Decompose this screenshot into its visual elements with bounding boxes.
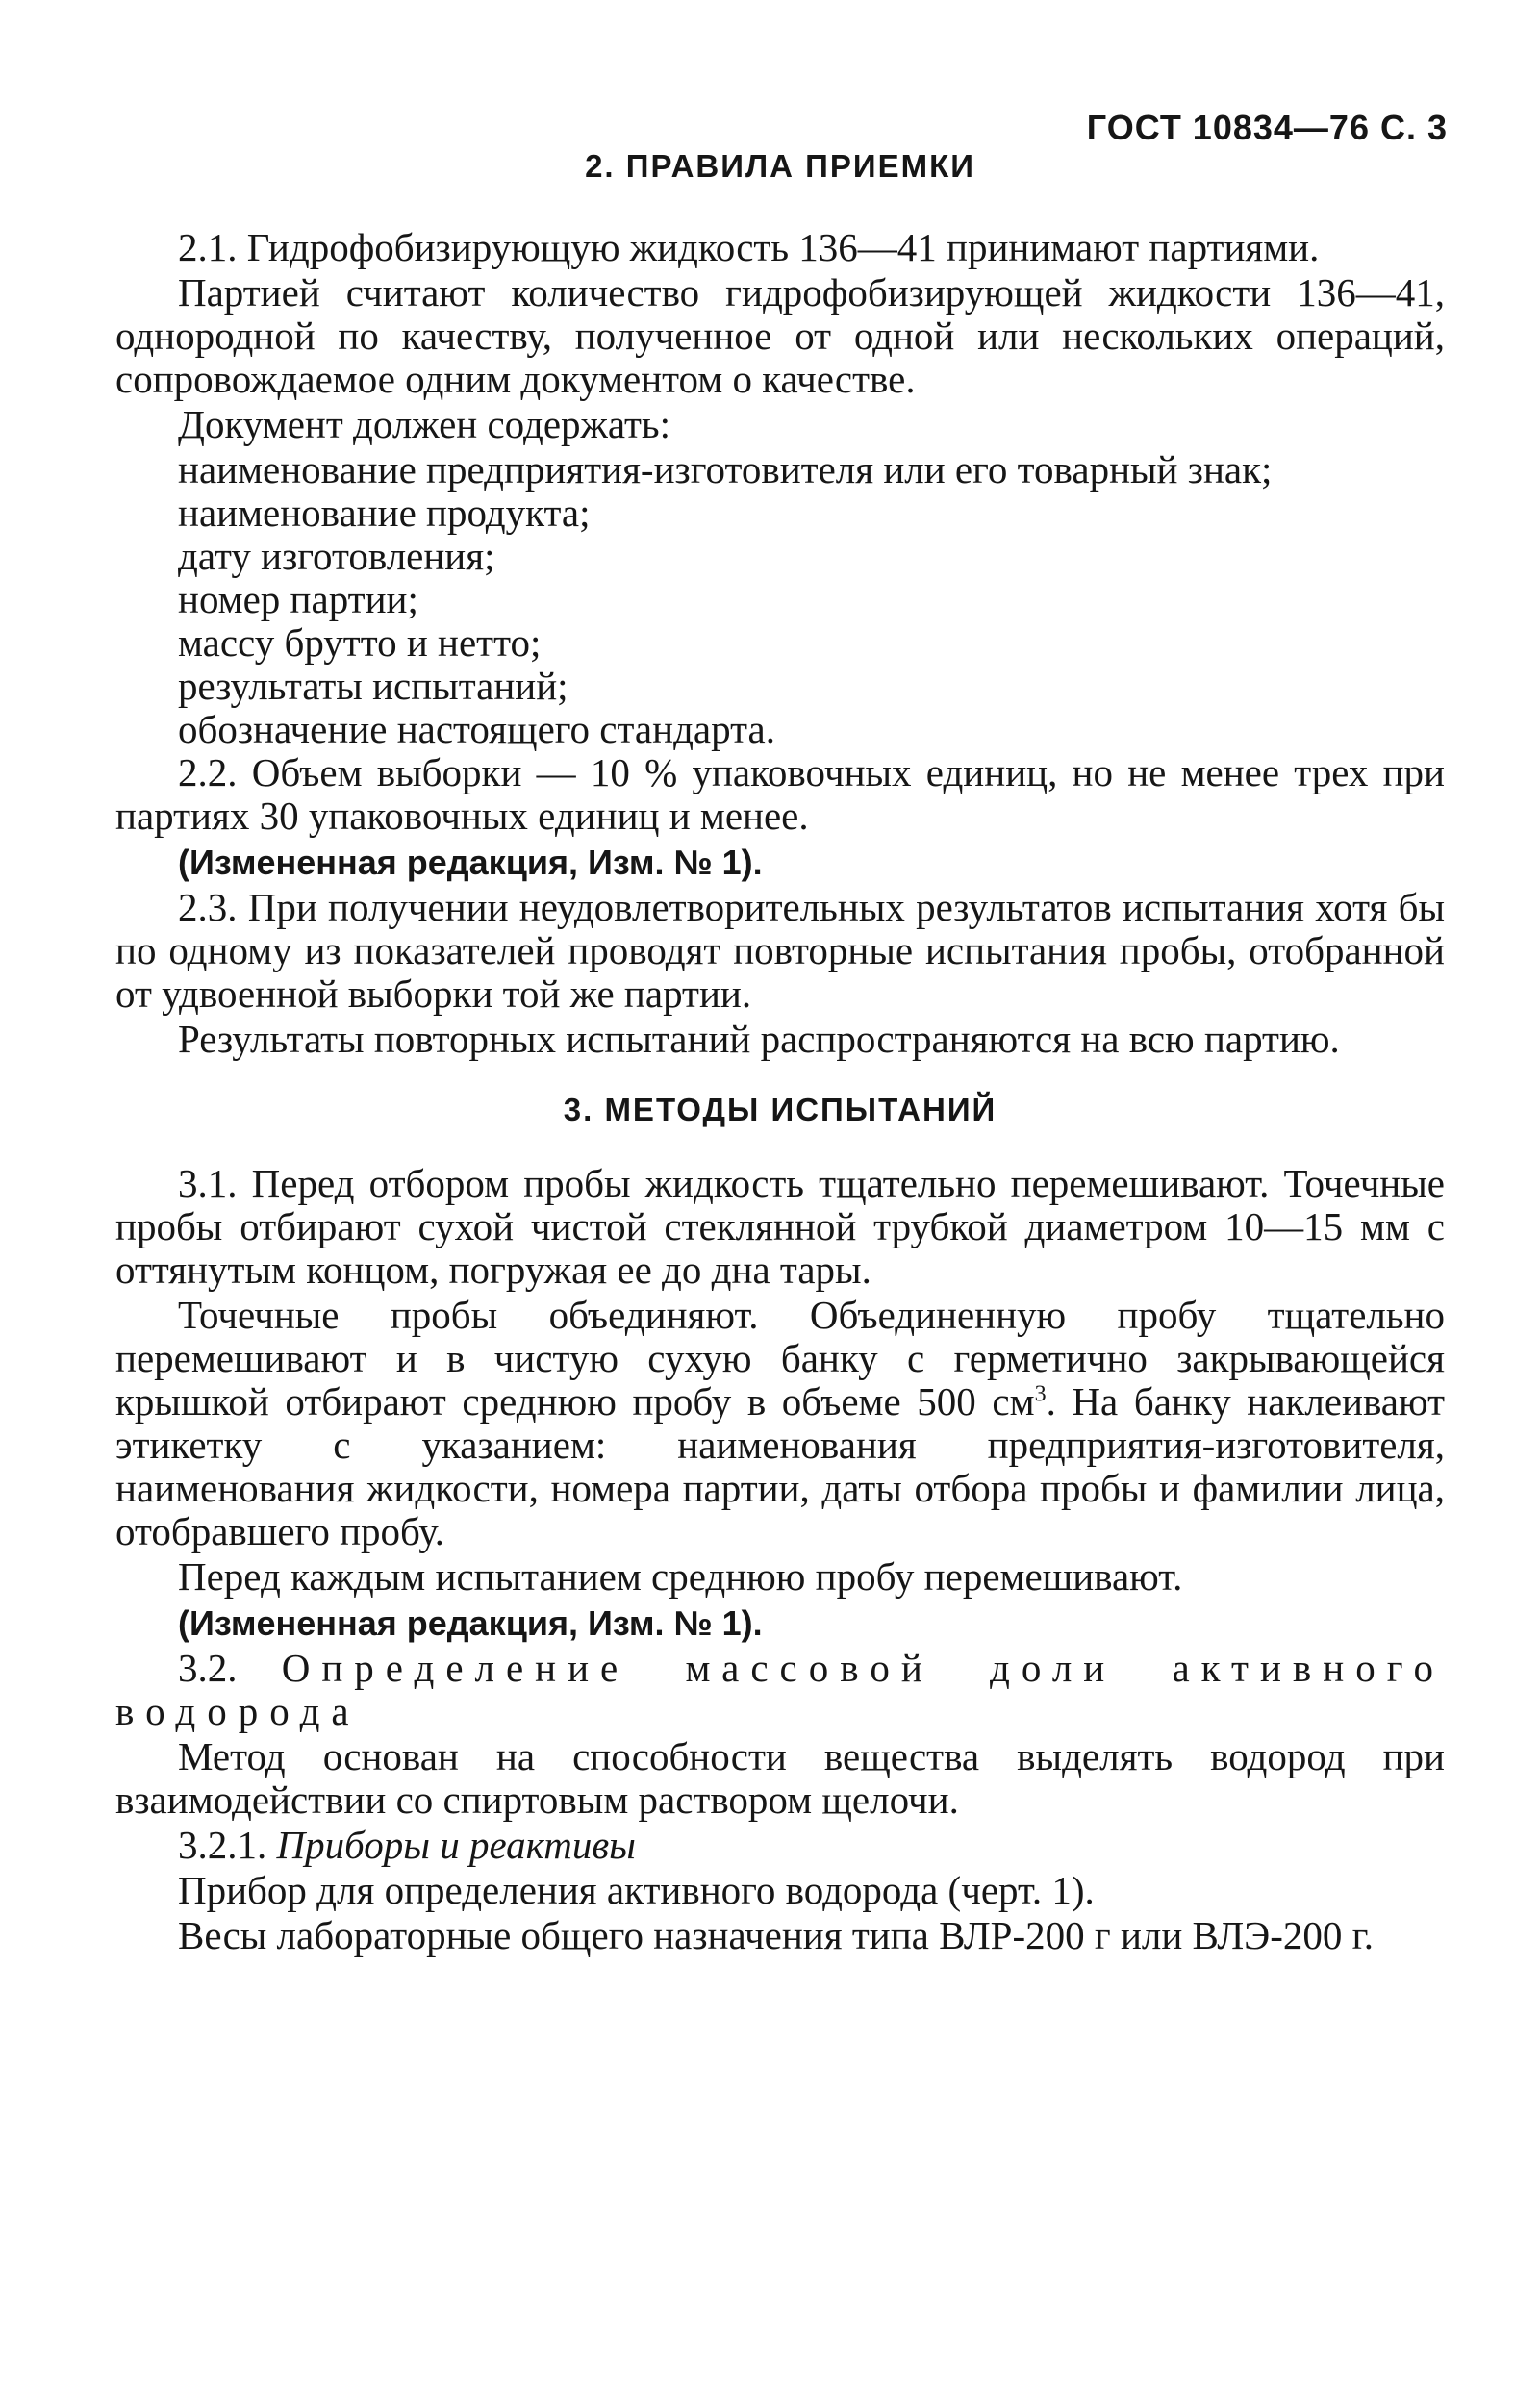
paragraph-2-3: 2.3. При получении неудовлетворительных результатов испытания хотя бы по одному из показателей проводят повторные испытания пробы, отобранной от удвоенной выборки той же партии. [115, 885, 1445, 1016]
list-item: наименование предприятия-изготовителя или его товарный знак; [178, 447, 1273, 492]
clause-title: Определение массовой доли активного водорода [115, 1646, 1445, 1733]
clause-number: 3.2.1. [178, 1823, 277, 1867]
list-item: результаты испытаний; [178, 664, 568, 708]
section-2-heading: 2. ПРАВИЛА ПРИЕМКИ [585, 148, 975, 184]
amendment-text: (Измененная редакция, Изм. № 1). [178, 1603, 763, 1643]
list-item: обозначение настоящего стандарта. [178, 707, 775, 751]
clause-number: 3.2. [178, 1646, 282, 1690]
clause-title: Приборы и реактивы [276, 1823, 636, 1867]
paragraph-3-2 [115, 1647, 1445, 1733]
paragraph-point-samples [115, 1294, 1445, 1553]
paragraph-2-2: 2.2. Объем выборки — 10 % упаковочных единиц, но не менее трех при партиях 30 упаковочных единиц и менее. [115, 750, 1445, 838]
running-header: ГОСТ 10834—76 С. 3 [1086, 108, 1448, 147]
amendment-note [115, 840, 1445, 884]
paragraph-mix: Перед каждым испытанием среднюю пробу перемешивают. [178, 1554, 1183, 1599]
paragraph-scales: Весы лабораторные общего назначения типа ВЛР-200 г или ВЛЭ-200 г. [178, 1913, 1375, 1957]
point-samples-text-b: . На банку наклеивают этикетку с указанием: наименования предприятия-изготовителя, наименования жидкости, номера партии, даты отбора пробы и фамилии лица, отобравшего пробу. [115, 1379, 1445, 1553]
amendment-text: (Измененная редакция, Изм. № 1). [178, 843, 763, 882]
cubic-superscript: 3 [1034, 1381, 1047, 1407]
amendment-note [115, 1601, 1445, 1645]
paragraph-3-2-1 [115, 1824, 1445, 1867]
document-body [115, 144, 1445, 1959]
list-item: дату изготовления; [178, 534, 495, 578]
paragraph-method: Метод основан на способности вещества выделять водород при взаимодействии со спиртовым раствором щелочи. [115, 1734, 1445, 1822]
paragraph-document-intro: Документ должен содержать: [178, 402, 671, 446]
list-item: номер партии; [178, 577, 418, 621]
paragraph-retest-results: Результаты повторных испытаний распространяются на всю партию. [178, 1017, 1340, 1061]
list-item: наименование продукта; [178, 491, 591, 535]
point-samples-text-a: Точечные пробы объединяют. Объединенную пробу тщательно перемешивают и в чистую сухую банку с герметично закрывающейся крышкой отбирают среднюю пробу в объеме 500 см [115, 1293, 1445, 1424]
paragraph-2-1: 2.1. Гидрофобизирующую жидкость 136—41 принимают партиями. [178, 225, 1320, 269]
list-item: массу брутто и нетто; [178, 620, 542, 665]
paragraph-device: Прибор для определения активного водорода (черт. 1). [178, 1868, 1095, 1912]
paragraph-batch-definition: Партией считают количество гидрофобизирующей жидкости 136—41, однородной по качеству, полученное от одной или нескольких операций, сопровождаемое одним документом о качестве. [115, 270, 1445, 401]
section-3-heading: 3. МЕТОДЫ ИСПЫТАНИЙ [563, 1092, 997, 1127]
paragraph-3-1: 3.1. Перед отбором пробы жидкость тщательно перемешивают. Точечные пробы отбирают сухой чистой стеклянной трубкой диаметром 10—15 мм с оттянутым концом, погружая ее до дна тары. [115, 1161, 1445, 1292]
document-contents-list [115, 448, 1445, 751]
